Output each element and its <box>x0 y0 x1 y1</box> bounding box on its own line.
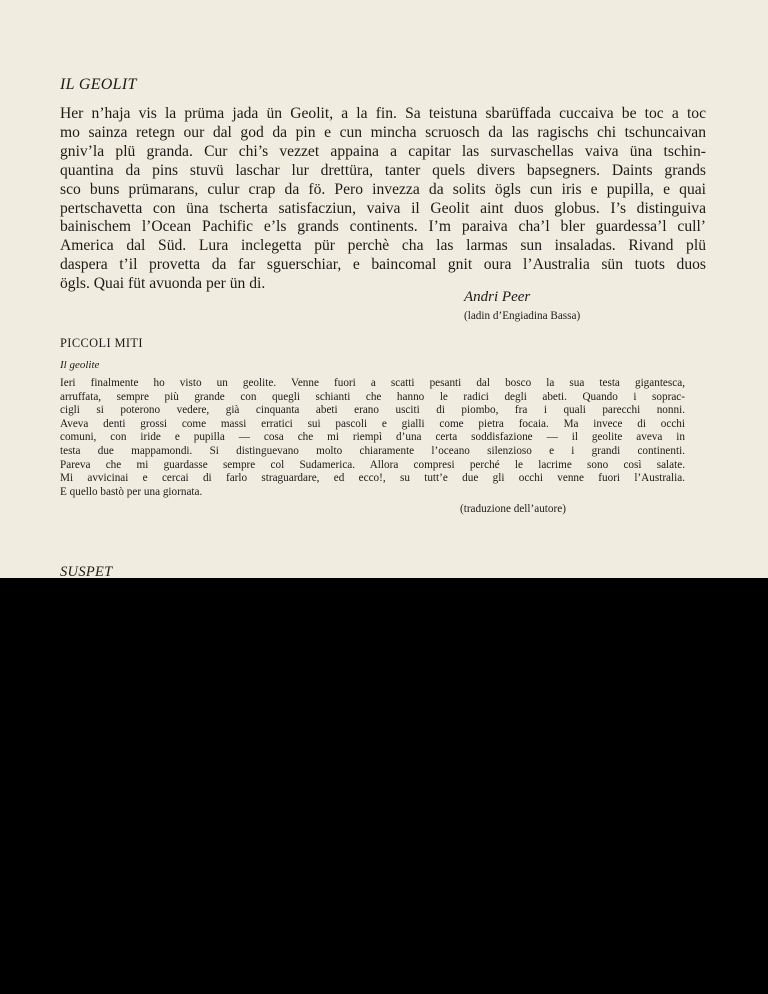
translation-line: comuni, con iride e pupilla — cosa che mi riempì d’una certa soddisfazione — il geolite aveva in <box>60 431 685 444</box>
next-poem-title: SUSPET <box>60 564 113 578</box>
poem-text <box>60 105 706 294</box>
poem-author: Andri Peer <box>464 289 531 305</box>
poem-line: bainischem l’Ocean Pachific e’ls grands continents. I’m paraiva cha’l bler guardessa’l cull’ <box>60 218 706 236</box>
poem-title: IL GEOLIT <box>60 76 137 93</box>
translation-subtitle: Il geolite <box>60 359 100 371</box>
poem-line: quantina da pins stuvü laschar lur drettüra, tanter quels divers bapsegners. Daints grands <box>60 161 706 179</box>
poem-line: ögls. Quai füt avuonda per ün di. <box>60 275 266 293</box>
poem-line: mo sainza retegn our dal god da pin e cun mincha scruosch da las ragischs chi tschuncaivan <box>60 123 706 141</box>
translation-credit: (traduzione dell’autore) <box>460 503 566 515</box>
translation-line: Ieri finalmente ho visto un geolite. Venne fuori a scatti pesanti dal bosco la sua testa gigantesca, <box>60 377 685 389</box>
author-dialect-note: (ladin d’Engiadina Bassa) <box>464 310 581 322</box>
poem-line: pertschavetta con üna tscherta satisfacziun, vaiva il Geolit aint duos globus. I’s distinguiva <box>60 199 706 217</box>
poem-line: sco buns prümarans, culur crap da fö. Pero invezza da solits ögls cun iris e pupilla, e quai <box>60 180 706 198</box>
translation-line: E quello bastò per una giornata. <box>60 485 203 498</box>
black-masked-area <box>0 578 768 994</box>
translation-line: Pareva che mi guardasse sempre col Sudamerica. Allora compresi perché le lacrime sono così salate. <box>60 458 685 471</box>
poem-line: Her n’haja vis la prüma jada ün Geolit, a la fin. Sa teistuna sbarüffada cuccaiva be toc a toc <box>60 105 706 122</box>
poem-line: daspera t’il provetta da far sguerschiar, e baincomal gnit oura l’Australia sün tuots duos <box>60 256 706 274</box>
translation-line: Mi avvicinai e cercai di farlo straguardare, ed ecco!, su tutt’e due gli occhi venne fuori l’Australia. <box>60 472 685 485</box>
translation-section-title: PICCOLI MITI <box>60 336 143 350</box>
poem-line: gniv’la plü granda. Cur chi’s vezzet appaina a capitar las survaschellas vaiva üna tschin- <box>60 142 706 160</box>
poem-line: America dal Süd. Lura inclegetta pür perchè cha las larmas sun insaladas. Rivand plü <box>60 237 706 255</box>
translation-text <box>60 377 685 499</box>
translation-line: Aveva denti grossi come massi erratici sui pascoli e gialli come pietra focaia. Ma invece di occhi <box>60 417 685 430</box>
translation-line: testa due mappamondi. Si distinguevano molto chiaramente l’oceano silenzioso e i grandi continenti. <box>60 444 685 457</box>
translation-line: arruffata, sempre più grande con quegli schianti che hanno le radici degli abeti. Quando i soprac- <box>60 390 685 403</box>
translation-line: cigli si poterono vedere, già cinquanta abeti erano usciti di piombo, fra i quali parecchi nonni. <box>60 404 685 417</box>
